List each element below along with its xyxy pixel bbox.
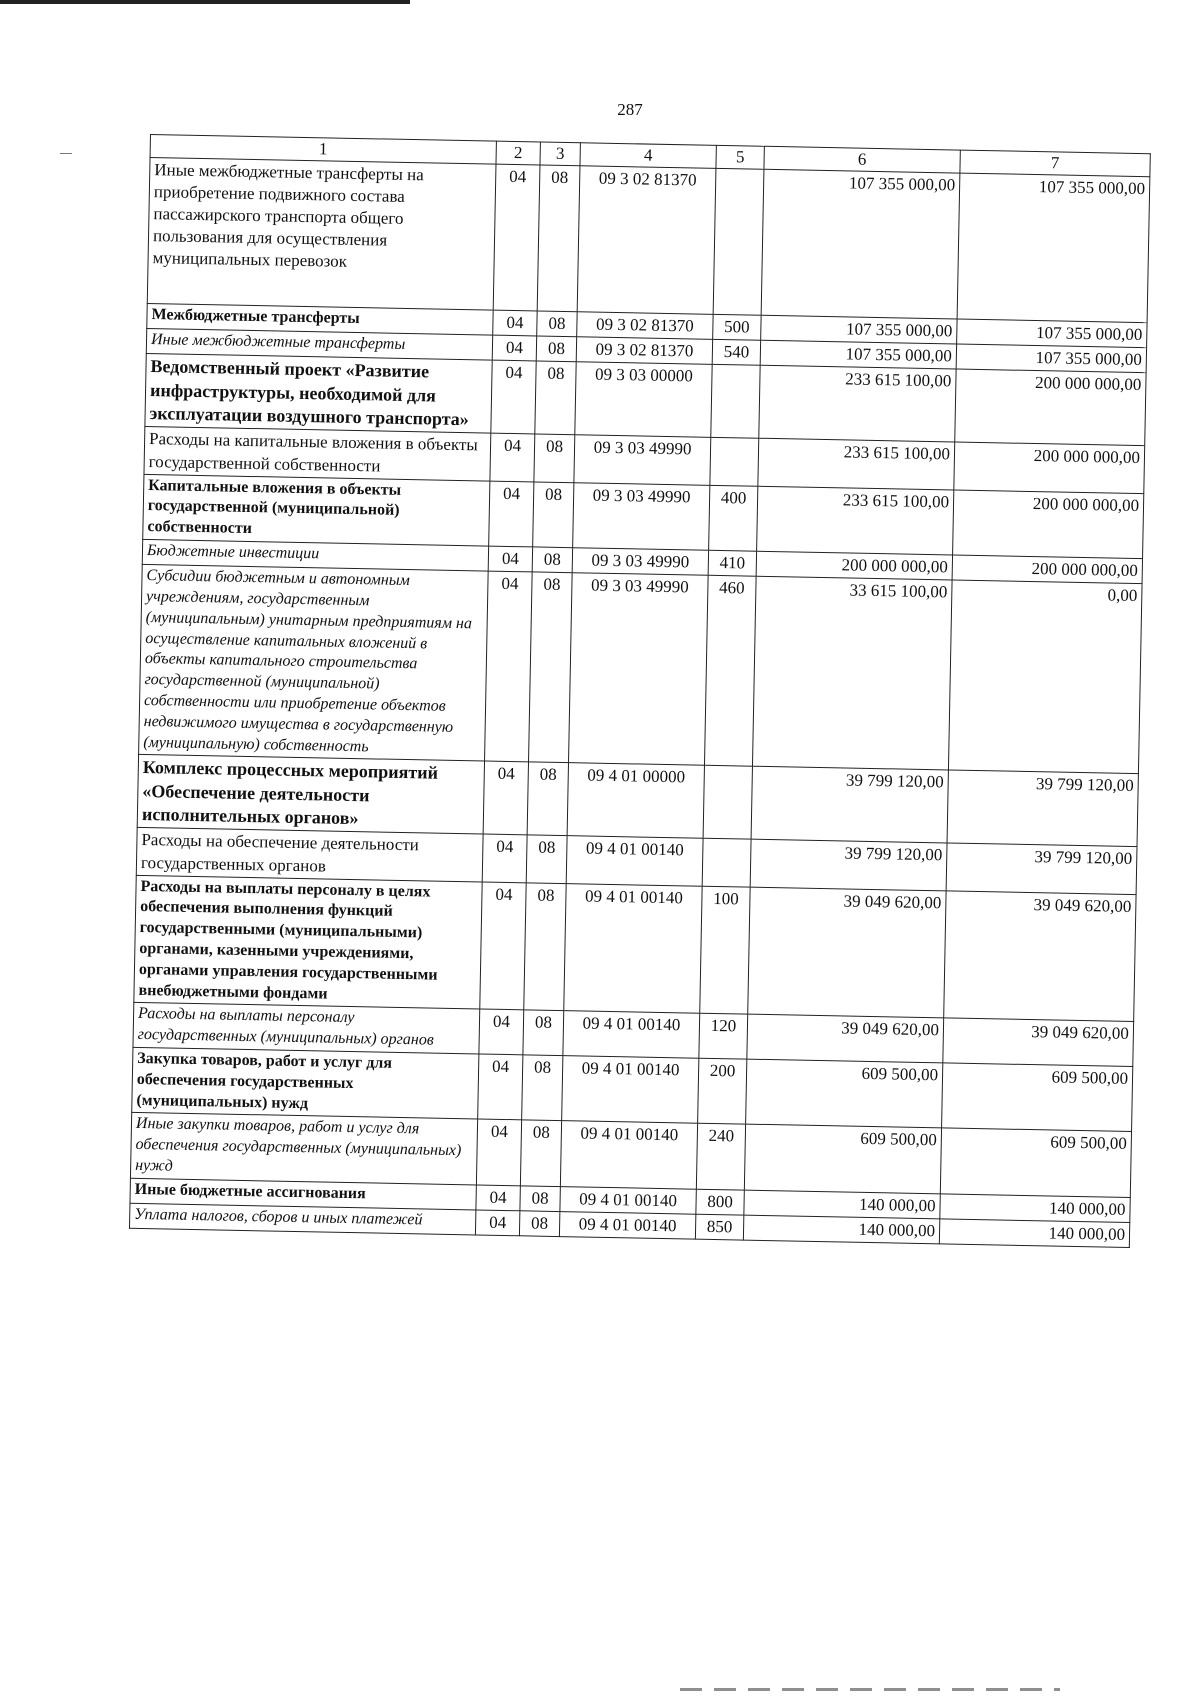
cell-subsection: 08 bbox=[526, 835, 567, 883]
cell-subsection: 08 bbox=[529, 572, 573, 763]
cell-subsection: 08 bbox=[520, 1186, 560, 1212]
row-name: Закупка товаров, работ и услуг для обеспечения государственных (муниципальных) нужд bbox=[132, 1047, 479, 1119]
cell-amount-6: 107 355 000,00 bbox=[761, 315, 957, 344]
row-name: Субсидии бюджетным и автономным учреждениям, государственным (муниципальным) унитарным предприятиям на осуществление капитальных вложений в объекты капитального строительства государственной (муниципальной) собственности или приобретение объектов недвижимого имущества в государственную (муниципальную) собственность bbox=[139, 565, 489, 762]
cell-section: 04 bbox=[493, 310, 537, 336]
row-name: Расходы на выплаты персоналу государственных (муниципальных) органов bbox=[133, 1003, 480, 1054]
cell-section: 04 bbox=[489, 481, 534, 547]
cell-subsection: 08 bbox=[535, 361, 576, 435]
cell-amount-7: 609 500,00 bbox=[940, 1128, 1131, 1197]
cell-amount-7: 0,00 bbox=[948, 580, 1142, 774]
cell-target-code: 09 4 01 00140 bbox=[559, 1211, 695, 1239]
cell-amount-6: 39 049 620,00 bbox=[748, 887, 946, 1019]
row-name: Иные бюджетные ассигнования bbox=[130, 1178, 476, 1210]
column-header: 4 bbox=[580, 143, 716, 169]
column-header: 6 bbox=[764, 146, 960, 173]
cell-section: 04 bbox=[483, 761, 528, 835]
cell-target-code: 09 3 03 49990 bbox=[569, 573, 709, 766]
column-header: 2 bbox=[496, 141, 540, 165]
cell-amount-6: 200 000 000,00 bbox=[756, 551, 952, 580]
row-name: Расходы на капитальные вложения в объекты государственной собственности bbox=[144, 427, 491, 481]
cell-amount-6: 39 799 120,00 bbox=[750, 840, 947, 891]
cell-subsection: 08 bbox=[533, 482, 574, 548]
cell-target-code: 09 4 01 00140 bbox=[562, 1056, 699, 1124]
row-name: Капитальные вложения в объекты государственной (муниципальной) собственности bbox=[143, 474, 490, 546]
cell-section: 04 bbox=[488, 546, 532, 572]
row-name: Уплата налогов, сборов и иных платежей bbox=[129, 1203, 475, 1235]
row-name: Межбюджетные трансферты bbox=[147, 304, 493, 336]
cell-amount-7: 39 799 120,00 bbox=[947, 770, 1138, 847]
cell-target-code: 09 4 01 00140 bbox=[564, 883, 702, 1013]
column-header: 3 bbox=[540, 142, 580, 166]
cell-expense-type: 800 bbox=[696, 1189, 744, 1215]
cell-amount-7: 107 355 000,00 bbox=[957, 319, 1147, 348]
cell-amount-7: 39 049 620,00 bbox=[944, 891, 1136, 1022]
margin-mark bbox=[60, 153, 72, 154]
cell-subsection: 08 bbox=[519, 1211, 559, 1237]
cell-subsection: 08 bbox=[524, 883, 566, 1012]
cell-amount-7: 39 049 620,00 bbox=[943, 1018, 1134, 1066]
cell-target-code: 09 3 03 49990 bbox=[572, 548, 708, 576]
cell-amount-7: 107 355 000,00 bbox=[956, 344, 1146, 373]
table-row bbox=[147, 158, 1150, 323]
cell-expense-type bbox=[710, 438, 759, 486]
cell-target-code: 09 4 01 00140 bbox=[560, 1121, 697, 1189]
cell-amount-6: 609 500,00 bbox=[746, 1059, 943, 1128]
cell-section: 04 bbox=[490, 434, 535, 482]
budget-sheet bbox=[129, 134, 1150, 1248]
row-name: Иные межбюджетные трансферты bbox=[146, 329, 492, 361]
cell-amount-7: 140 000,00 bbox=[939, 1219, 1129, 1248]
cell-subsection: 08 bbox=[536, 336, 576, 362]
cell-expense-type: 240 bbox=[696, 1124, 745, 1190]
column-header: 7 bbox=[960, 150, 1150, 177]
cell-expense-type: 500 bbox=[713, 314, 761, 340]
cell-amount-6: 233 615 100,00 bbox=[758, 439, 955, 490]
cell-amount-6: 107 355 000,00 bbox=[761, 169, 960, 319]
cell-amount-6: 33 615 100,00 bbox=[752, 576, 952, 770]
cell-subsection: 08 bbox=[537, 311, 577, 337]
row-name: Иные межбюджетные трансферты на приобретение подвижного состава пассажирского транспорта общего пользования для осуществления муниципальных перевозок bbox=[147, 158, 496, 311]
cell-expense-type: 100 bbox=[700, 886, 750, 1015]
cell-section: 04 bbox=[491, 360, 536, 434]
cell-amount-7: 200 000 000,00 bbox=[955, 369, 1146, 446]
cell-amount-6: 140 000,00 bbox=[743, 1215, 939, 1244]
cell-expense-type: 200 bbox=[698, 1058, 747, 1124]
cell-expense-type: 410 bbox=[708, 550, 756, 576]
page-number: 287 bbox=[617, 100, 643, 119]
cell-target-code: 09 4 01 00000 bbox=[567, 763, 704, 839]
cell-section: 04 bbox=[475, 1210, 519, 1236]
row-name: Ведомственный проект «Развитие инфраструктуры, необходимой для эксплуатации воздушного транспорта» bbox=[145, 354, 492, 434]
cell-subsection: 08 bbox=[523, 1010, 564, 1055]
cell-amount-6: 140 000,00 bbox=[744, 1190, 940, 1219]
cell-target-code: 09 3 03 00000 bbox=[575, 362, 712, 438]
table-row bbox=[134, 875, 1136, 1022]
cell-amount-7: 107 355 000,00 bbox=[957, 173, 1150, 323]
cell-subsection: 08 bbox=[520, 1120, 561, 1186]
budget-table bbox=[129, 134, 1151, 1248]
cell-target-code: 09 3 02 81370 bbox=[577, 166, 716, 315]
cell-subsection: 08 bbox=[532, 547, 572, 573]
row-name: Комплекс процессных мероприятий «Обеспечение деятельности исполнительных органов» bbox=[137, 755, 484, 835]
cell-amount-6: 107 355 000,00 bbox=[760, 340, 956, 369]
cell-amount-7: 609 500,00 bbox=[942, 1063, 1133, 1132]
cell-section: 04 bbox=[480, 882, 526, 1011]
cell-target-code: 09 3 02 81370 bbox=[577, 312, 713, 340]
cell-subsection: 08 bbox=[534, 434, 575, 482]
cell-section: 04 bbox=[476, 1185, 520, 1211]
row-name: Бюджетные инвестиции bbox=[142, 539, 488, 571]
bottom-scan-marks bbox=[680, 1688, 1060, 1691]
cell-amount-6: 609 500,00 bbox=[744, 1125, 941, 1194]
cell-target-code: 09 4 01 00140 bbox=[563, 1011, 700, 1058]
row-name: Расходы на обеспечение деятельности государственных органов bbox=[136, 828, 483, 882]
cell-subsection: 08 bbox=[522, 1055, 563, 1121]
cell-section: 04 bbox=[476, 1119, 521, 1185]
cell-amount-7: 200 000 000,00 bbox=[952, 555, 1142, 584]
cell-amount-7: 140 000,00 bbox=[940, 1194, 1130, 1223]
cell-section: 04 bbox=[479, 1009, 524, 1054]
cell-target-code: 09 4 01 00140 bbox=[560, 1186, 696, 1214]
cell-amount-6: 233 615 100,00 bbox=[757, 486, 954, 555]
cell-section: 04 bbox=[493, 164, 540, 311]
scan-edge-mark bbox=[0, 0, 410, 4]
cell-target-code: 09 3 02 81370 bbox=[576, 337, 712, 365]
cell-amount-7: 200 000 000,00 bbox=[954, 442, 1145, 493]
cell-amount-6: 39 799 120,00 bbox=[751, 766, 948, 843]
cell-expense-type bbox=[702, 839, 751, 887]
cell-section: 04 bbox=[482, 834, 527, 882]
cell-expense-type: 400 bbox=[709, 485, 758, 551]
row-name: Расходы на выплаты персоналу в целях обеспечения выполнения функций государственными (муниципальными) органами, казенными учреждениями, органами управления государственными внебюджетными фондами bbox=[134, 875, 482, 1009]
cell-section: 04 bbox=[485, 571, 533, 762]
cell-amount-6: 39 049 620,00 bbox=[747, 1015, 944, 1063]
row-name: Иные закупки товаров, работ и услуг для обеспечения государственных (муниципальных) нужд bbox=[130, 1113, 477, 1185]
cell-expense-type: 850 bbox=[695, 1214, 743, 1240]
cell-expense-type: 460 bbox=[704, 575, 756, 766]
cell-section: 04 bbox=[478, 1054, 523, 1120]
column-header: 5 bbox=[716, 145, 764, 169]
cell-amount-7: 200 000 000,00 bbox=[953, 490, 1144, 559]
cell-expense-type: 540 bbox=[712, 340, 760, 366]
cell-expense-type bbox=[713, 168, 764, 315]
cell-target-code: 09 3 03 49990 bbox=[574, 435, 711, 485]
cell-target-code: 09 3 03 49990 bbox=[573, 482, 710, 550]
cell-expense-type bbox=[711, 365, 760, 439]
cell-target-code: 09 4 01 00140 bbox=[566, 836, 703, 886]
cell-subsection: 08 bbox=[527, 762, 568, 836]
table-row bbox=[139, 565, 1142, 774]
cell-amount-7: 39 799 120,00 bbox=[946, 843, 1137, 894]
cell-expense-type bbox=[703, 766, 752, 840]
cell-subsection: 08 bbox=[537, 165, 580, 312]
column-header: 1 bbox=[150, 135, 496, 165]
cell-expense-type: 120 bbox=[699, 1014, 748, 1060]
cell-section: 04 bbox=[492, 335, 536, 361]
cell-amount-6: 233 615 100,00 bbox=[759, 366, 956, 443]
